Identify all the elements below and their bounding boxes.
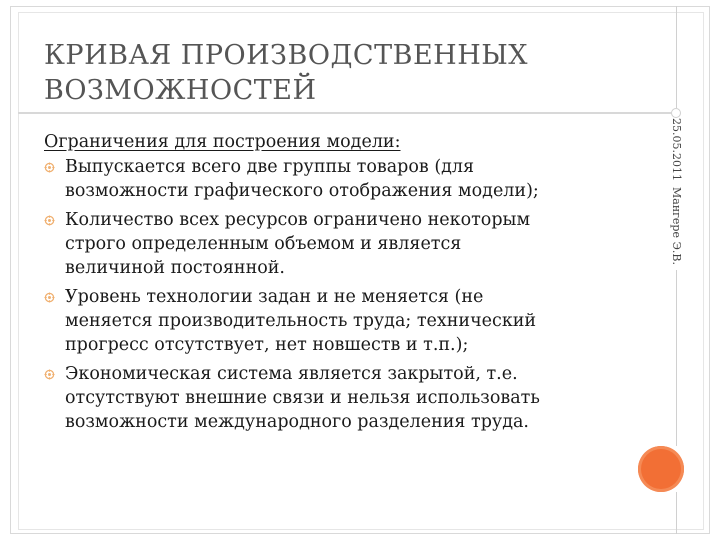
bullet-line: прогресс отсутствует, нет новшеств и т.п.);: [65, 335, 469, 355]
ornament-bullet-icon: [44, 369, 55, 380]
bullet-line: возможности международного разделения труда.: [65, 412, 529, 432]
orange-circle-ornament: [638, 446, 684, 492]
slide-title: [44, 38, 644, 108]
subheading: Ограничения для построения модели:: [44, 132, 401, 152]
bullet-line: Экономическая система является закрытой, т.е.: [65, 364, 518, 384]
bullet-line: возможности графического отображения модели);: [65, 181, 539, 201]
bullet-list: [44, 155, 654, 434]
bullet-line: отсутствуют внешние связи и нельзя использовать: [65, 388, 540, 408]
ornament-bullet-icon: [44, 292, 55, 303]
title-line-1: КРИВАЯ ПРОИЗВОДСТВЕННЫХ: [44, 40, 529, 71]
bullet-line: величиной постоянной.: [65, 258, 285, 278]
title-divider: [18, 112, 671, 114]
ornament-bullet-icon: [44, 215, 55, 226]
side-author: Мангере Э.В.: [670, 187, 683, 265]
bullet-item: [44, 155, 654, 203]
bullet-line: меняется производительность труда; технический: [65, 311, 537, 331]
bullet-line: строго определенным объемом и является: [65, 234, 462, 254]
ornament-bullet-icon: [44, 162, 55, 173]
divider-circle-ornament: [671, 108, 681, 118]
bullet-item: [44, 208, 654, 280]
title-line-2: ВОЗМОЖНОСТЕЙ: [44, 75, 317, 106]
vertical-line-bottom: [676, 492, 677, 534]
bullet-item: [44, 362, 654, 434]
side-date: 25.05.2011: [670, 118, 683, 181]
bullet-line: Выпускается всего две группы товаров (для: [65, 157, 475, 177]
vertical-line-top: [676, 6, 677, 108]
slide-content: [44, 130, 654, 439]
bullet-line: Уровень технологии задан и не меняется (не: [65, 287, 484, 307]
bullet-item: [44, 285, 654, 357]
bullet-line: Количество всех ресурсов ограничено некоторым: [65, 210, 531, 230]
vertical-line-middle: [676, 270, 677, 446]
